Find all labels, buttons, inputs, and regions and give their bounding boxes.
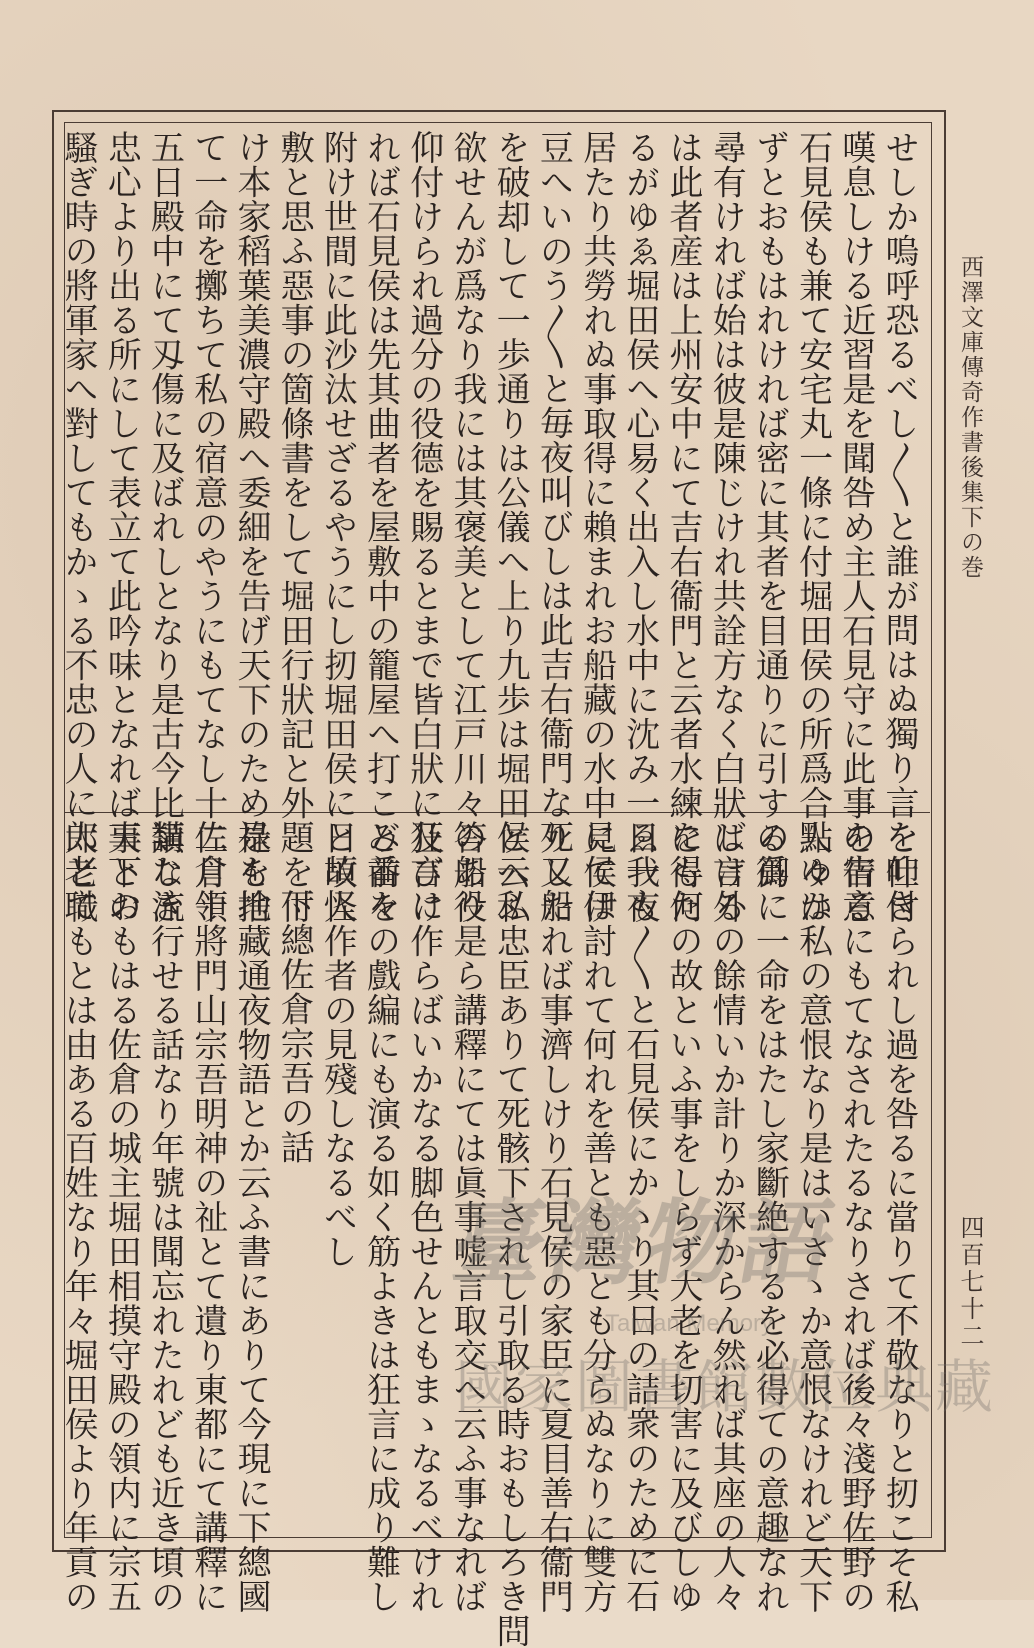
text-column: ば言外の餘情いか計りか深からん然れば其座の人々 <box>706 820 747 1614</box>
text-column: 佐倉領將門山宗吾明神の祉とて遺り東都にて講釋に <box>187 820 228 1614</box>
text-column: 尋有ければ始は彼是陳じけれ共詮方なく白狀しける <box>706 130 747 924</box>
text-column: 石見侯も兼て安宅丸一條に付堀田侯の所爲合點ゆか <box>792 130 833 924</box>
text-column: せしか嗚呼恐るべし〳〵と誰が問はぬ獨り言を吐き <box>879 130 919 923</box>
page-number: 四百七十二 <box>956 1215 984 1350</box>
watermark-institution: 國家圖書館數位典藏 <box>455 1353 996 1421</box>
text-column: 狂言に作らばいかなる脚色せんともまゝなるべけれ <box>403 820 444 1614</box>
text-column: の宿意にもてなされたるなりされば後々淺野佐野の <box>835 820 876 1614</box>
running-title: 西澤文庫傳奇作書後集下の巻 <box>957 255 983 580</box>
text-column: 見侯は討れて何れを善とも惡とも分らぬなりに雙方 <box>576 820 617 1614</box>
text-column: 郎とてもとは由ある百姓なり年々堀田侯より年貢の <box>58 820 99 1614</box>
text-column: と云ふ忠臣ありて死骸下されし引取る時おもしろき問 <box>490 820 531 1648</box>
upper-text-block <box>58 130 920 924</box>
text-column: 答あり是ら講釋にては眞事嘘言取交へ云ふ事なれば <box>446 820 487 1614</box>
text-column: は此者産は上州安中にて吉右衞門と云者水練を得た <box>662 130 703 924</box>
text-column: け本家稻葉美濃守殿へ委細を告げ天下のため祿を捨 <box>230 130 271 924</box>
text-column: 五日殿中にて刄傷に及ばれしとなり是古今比類なき <box>144 130 185 924</box>
text-column: 騷ぎ時の將軍家へ對してもかゝる不忠の人に大老職 <box>58 130 99 924</box>
text-column: 欲せんが爲なり我には其褒美として江戸川々の船役 <box>446 130 487 924</box>
text-column: ど前々の戲編にも演る如く筋よきは狂言に成り難し <box>360 820 401 1614</box>
watermark-english: Taiwan Memory <box>605 1310 774 1337</box>
lower-text-block <box>58 820 920 1648</box>
text-column: 豆へいのう〳〵と毎夜叫びしは此吉右衞門なり又船 <box>533 130 574 923</box>
text-column: 是も地藏通夜物語とか云ふ書にありて今現に下總國 <box>230 820 271 1614</box>
text-column: を破却して一歩通りは公儀へ上り九歩は堀田侯へ私 <box>490 130 531 924</box>
text-column: ずとおもはれければ密に其者を目通りに引する御 <box>749 130 790 889</box>
watermark-logo-text: 臺灣物語 <box>444 1189 848 1297</box>
text-column: にも何の故といふ事をしらず大老を切害に及びしゆ <box>662 820 703 1614</box>
section-title: 下總佐倉宗吾の話 <box>274 888 315 1164</box>
text-column: て一命を擲ちて私の宿意のやうにもてなし十二月十 <box>187 130 228 924</box>
text-column: れば石見侯は先其曲者を屋敷中の籠屋へ打こみ番を <box>360 130 401 924</box>
text-column: 死したれば事濟しけり石見侯の家臣に夏目善右衞門 <box>533 820 574 1614</box>
text-column: 嘆息しける近習是を聞咎め主人石見守に此事を告る <box>835 130 876 924</box>
text-column: 人々は私の意恨なり是はいさゝか意恨なけれど天下 <box>792 820 833 1614</box>
text-column: 居たり共勞れぬ事取得に賴まれお船藏の水中にて伊 <box>576 130 617 924</box>
text-column: 附け世間に此沙汰せざるやうにし扨堀田侯に日頃怪 <box>317 130 358 924</box>
text-column: ゑ我も〳〵と石見侯にかゝり其日の詰衆のために石 <box>619 820 660 1613</box>
text-column: 事とおもはる佐倉の城主堀田相摸守殿の領内に宗五 <box>101 820 142 1614</box>
text-column: の爲に一命をはたし家斷絶するを必得ての意趣なれ <box>749 820 790 1614</box>
text-column: るがゆゑ堀田侯へ心易く出入し水中に沈み一日一夜 <box>619 130 660 924</box>
text-column: と故人作者の見殘しなるべし <box>317 820 358 1269</box>
text-column: 敷と思ふ惡事の箇條書をして堀田行狀記と外題を付 <box>274 130 315 924</box>
text-column: 仰付けられ過分の役德を賜るとまで皆白狀に及びけ <box>403 130 444 924</box>
text-column: 忠心より出る所にして表立て此吟味となれば天下の <box>101 130 142 924</box>
text-column: 講じ流行せる話なり年號は聞忘れたれども近き頃の <box>144 820 185 1614</box>
text-column: を仰付られし過を咎るに當りて不敬なりと扨こそ私 <box>879 820 919 1614</box>
